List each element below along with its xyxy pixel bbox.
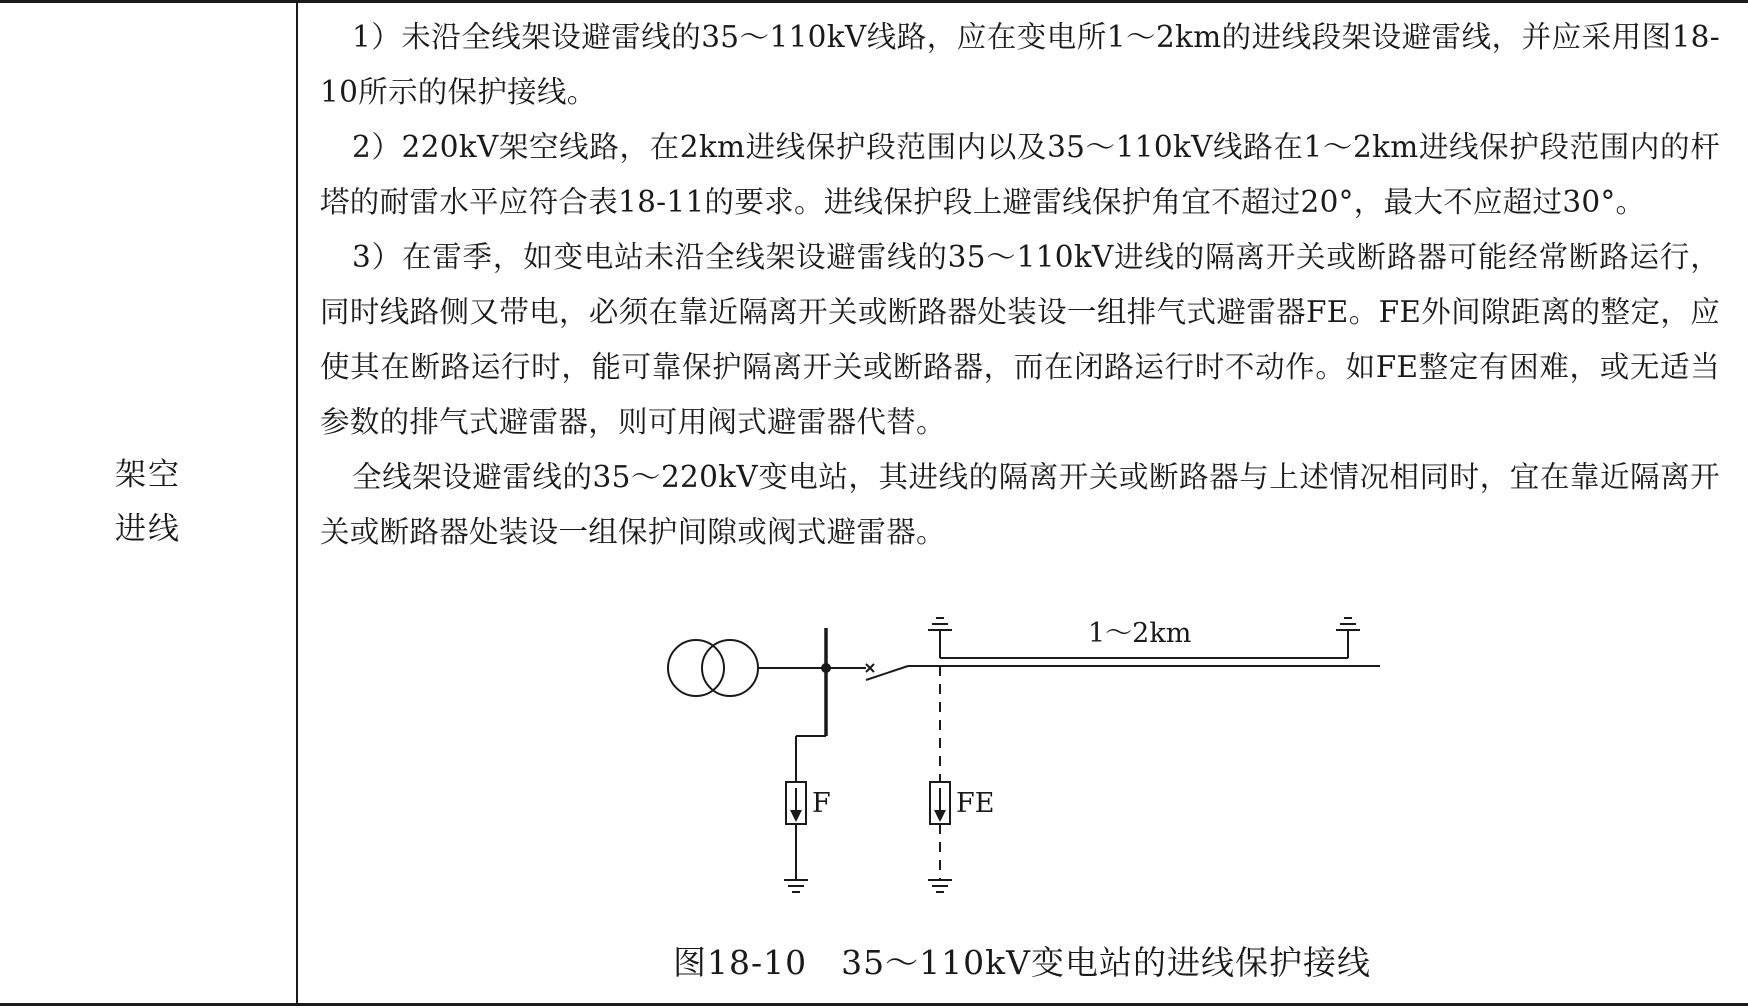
arrester-fe-label: FE xyxy=(956,788,995,819)
switch-blade xyxy=(866,666,908,680)
bus-junction-dot xyxy=(821,663,831,673)
figure-caption: 图18-10 35～110kV变电站的进线保护接线 xyxy=(673,943,1371,982)
table-bottom-rule xyxy=(0,1003,1748,1006)
transformer-winding-2 xyxy=(702,640,758,696)
arrester-f-arrow-icon xyxy=(790,810,802,822)
row-label-line-1: 架空 xyxy=(115,457,181,493)
arrester-fe-arrow-icon xyxy=(934,810,946,822)
wiring-diagram xyxy=(640,598,1400,918)
transformer-winding-1 xyxy=(668,640,724,696)
span-label: 1～2km xyxy=(1088,618,1192,649)
paragraph-1: 1）未沿全线架设避雷线的35～110kV线路，应在变电所1～2km的进线段架设避雷线，并应采用图18-10所示的保护接线。 xyxy=(320,20,1720,109)
paragraph-2: 2）220kV架空线路，在2km进线保护段范围内以及35～110kV线路在1～2km进线保护段范围内的杆塔的耐雷水平应符合表18-11的要求。进线保护段上避雷线保护角宜不超过20°，最大不应超过30°。 xyxy=(320,130,1720,219)
table-top-rule xyxy=(0,0,1748,3)
paragraph-4: 全线架设避雷线的35～220kV变电站，其进线的隔离开关或断路器与上述情况相同时，宜在靠近隔离开关或断路器处装设一组保护间隙或阀式避雷器。 xyxy=(320,460,1720,549)
paragraph-3: 3）在雷季，如变电站未沿全线架设避雷线的35～110kV进线的隔离开关或断路器可能经常断路运行，同时线路侧又带电，必须在靠近隔离开关或断路器处装设一组排气式避雷器FE。FE外间隙距离的整定，应使其在断路运行时，能可靠保护隔离开关或断路器，而在闭路运行时不动作。如FE整定有困难，或无适当参数的排气式避雷器，则可用阀式避雷器代替。 xyxy=(320,240,1720,439)
protection-wiring-figure xyxy=(640,598,1400,918)
arrester-f-label: F xyxy=(812,788,831,819)
row-label-line-2: 进线 xyxy=(115,511,181,547)
row-content xyxy=(320,10,1720,560)
row-label xyxy=(0,448,296,556)
table-column-divider xyxy=(296,0,298,1006)
